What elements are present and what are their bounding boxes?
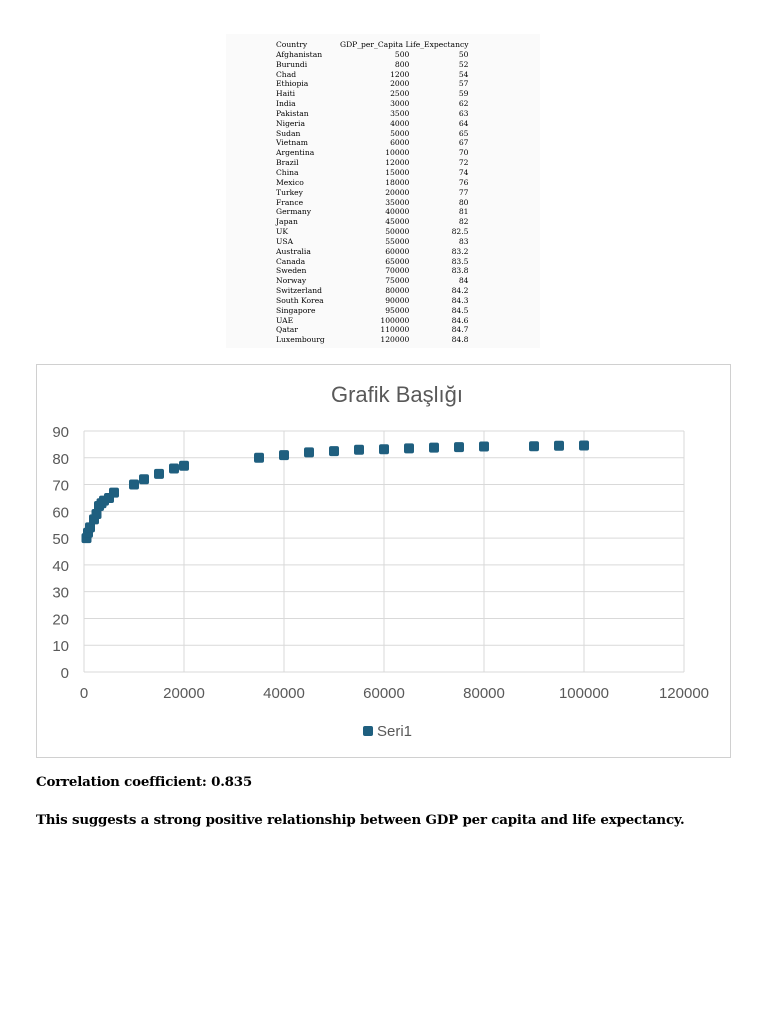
cell-life: 82	[458, 217, 469, 227]
y-tick-label: 0	[60, 665, 69, 682]
y-tick-label: 10	[52, 638, 69, 656]
cell-country: USA	[276, 236, 294, 246]
table-row	[276, 217, 469, 227]
gdp-life-table	[276, 40, 469, 345]
y-tick-label: 30	[52, 584, 69, 602]
table-row	[276, 316, 469, 326]
y-tick-label: 60	[52, 504, 69, 522]
table-row	[276, 50, 469, 60]
data-point	[479, 442, 489, 452]
x-tick-label: 80000	[463, 685, 505, 702]
header-life: Life_Expectancy	[405, 40, 469, 49]
cell-gdp: 3000	[390, 99, 410, 109]
data-point	[169, 463, 179, 473]
x-tick-label: 60000	[363, 685, 405, 702]
cell-gdp: 2000	[390, 79, 410, 89]
cell-country: Canada	[276, 256, 306, 266]
cell-life: 84.6	[451, 315, 469, 325]
cell-life: 84.5	[451, 305, 469, 315]
y-tick-label: 80	[52, 450, 69, 468]
cell-gdp: 65000	[385, 256, 410, 266]
table-row	[276, 296, 469, 306]
cell-country: Pakistan	[276, 108, 309, 118]
cell-life: 74	[458, 167, 469, 177]
cell-country: Japan	[276, 217, 298, 227]
cell-life: 83.8	[451, 266, 469, 276]
cell-life: 65	[458, 128, 469, 138]
cell-life: 50	[458, 49, 469, 59]
cell-gdp: 6000	[390, 138, 410, 148]
cell-life: 83	[458, 236, 469, 246]
cell-gdp: 10000	[385, 148, 410, 158]
cell-life: 76	[458, 177, 469, 187]
cell-country: Nigeria	[276, 118, 306, 128]
data-point	[139, 474, 149, 484]
cell-life: 63	[458, 108, 469, 118]
chart-area	[36, 364, 731, 758]
cell-life: 64	[458, 118, 469, 128]
table-row	[276, 325, 469, 335]
data-point	[329, 446, 339, 456]
chart-title: Grafik Başlığı	[330, 382, 464, 407]
table-row	[276, 158, 469, 168]
data-table-image	[226, 34, 540, 348]
cell-country: Sudan	[276, 128, 301, 138]
cell-country: South Korea	[276, 295, 324, 305]
cell-life: 77	[458, 187, 469, 197]
cell-country: Turkey	[276, 187, 303, 197]
y-axis-ticks	[52, 424, 69, 682]
cell-life: 62	[458, 99, 469, 109]
cell-country: UAE	[276, 315, 294, 325]
header-gdp-life	[340, 40, 469, 50]
cell-life: 84.7	[451, 325, 469, 335]
cell-gdp: 55000	[385, 236, 410, 246]
table-row	[276, 60, 469, 70]
cell-life: 59	[458, 89, 469, 99]
cell-life: 72	[458, 158, 469, 168]
cell-country: Afghanistan	[276, 49, 323, 59]
cell-country: Ethiopia	[276, 79, 309, 89]
cell-gdp: 110000	[380, 325, 410, 335]
cell-gdp: 500	[394, 49, 410, 59]
cell-country: China	[276, 167, 299, 177]
table-row	[276, 148, 469, 158]
cell-country: France	[276, 197, 304, 207]
cell-country: Norway	[276, 276, 307, 286]
x-tick-label: 40000	[263, 685, 305, 702]
cell-life: 83.2	[451, 246, 469, 256]
data-point	[109, 488, 119, 498]
legend	[363, 723, 412, 740]
table-body	[276, 50, 469, 345]
cell-life: 81	[458, 207, 469, 217]
cell-country: Qatar	[276, 325, 298, 335]
conclusion-text: This suggests a strong positive relationship between GDP per capita and life expectancy.	[36, 812, 685, 828]
cell-life: 84.2	[451, 286, 469, 296]
cell-gdp: 80000	[385, 286, 410, 296]
cell-country: Brazil	[276, 158, 299, 168]
cell-life: 57	[458, 79, 469, 89]
cell-country: Haiti	[276, 89, 296, 99]
y-tick-label: 20	[52, 611, 69, 629]
legend-marker	[363, 726, 373, 736]
table-row	[276, 257, 469, 267]
cell-gdp: 18000	[385, 177, 410, 187]
cell-country: Argentina	[276, 148, 315, 158]
data-point	[179, 461, 189, 471]
cell-gdp: 20000	[385, 187, 410, 197]
cell-country: Australia	[276, 246, 311, 256]
cell-country: Germany	[276, 207, 312, 217]
table-header-row	[276, 40, 469, 50]
header-country: Country	[276, 40, 308, 49]
table-row	[276, 276, 469, 286]
data-point	[529, 441, 539, 451]
table-row	[276, 119, 469, 129]
cell-life: 84.8	[451, 335, 469, 345]
cell-country: Switzerland	[276, 286, 323, 296]
data-point	[129, 480, 139, 490]
cell-country: Sweden	[276, 266, 307, 276]
table-row	[276, 306, 469, 316]
data-point	[154, 469, 164, 479]
cell-gdp: 90000	[385, 295, 410, 305]
data-point	[454, 442, 464, 452]
table-row	[276, 198, 469, 208]
data-point	[304, 447, 314, 457]
cell-gdp: 5000	[390, 128, 410, 138]
table-row	[276, 138, 469, 148]
table-row	[276, 237, 469, 247]
data-point	[254, 453, 264, 463]
cell-gdp: 70000	[385, 266, 410, 276]
cell-country: Chad	[276, 69, 297, 79]
cell-gdp: 2500	[390, 89, 410, 99]
table-row	[276, 188, 469, 198]
cell-country: Vietnam	[276, 138, 308, 148]
cell-life: 52	[458, 59, 469, 69]
data-point	[379, 444, 389, 454]
cell-gdp: 120000	[380, 335, 410, 345]
cell-gdp: 100000	[380, 315, 410, 325]
data-point	[579, 440, 589, 450]
data-point	[554, 441, 564, 451]
cell-gdp: 1200	[390, 69, 410, 79]
table-row	[276, 129, 469, 139]
x-tick-label: 100000	[558, 685, 610, 702]
cell-life: 70	[458, 148, 469, 158]
table-row	[276, 335, 469, 345]
cell-life: 84.3	[451, 295, 469, 305]
table-row	[276, 207, 469, 217]
cell-gdp: 4000	[390, 118, 410, 128]
table-row	[276, 178, 469, 188]
data-point	[279, 450, 289, 460]
cell-gdp: 75000	[385, 276, 410, 286]
cell-country: India	[276, 99, 296, 109]
cell-gdp: 60000	[385, 246, 410, 256]
cell-gdp: 40000	[385, 207, 410, 217]
x-tick-label: 120000	[658, 685, 710, 702]
table-row	[276, 79, 469, 89]
y-tick-label: 70	[52, 477, 69, 495]
y-tick-label: 50	[52, 531, 69, 549]
cell-life: 82.5	[451, 227, 469, 237]
cell-country: Burundi	[276, 59, 308, 69]
scatter-chart	[37, 365, 732, 759]
cell-gdp: 3500	[390, 108, 410, 118]
cell-life: 67	[458, 138, 469, 148]
table-row	[276, 70, 469, 80]
cell-country: UK	[276, 227, 289, 237]
cell-gdp: 35000	[385, 197, 410, 207]
table-row	[276, 109, 469, 119]
cell-gdp: 50000	[385, 227, 410, 237]
cell-life: 54	[458, 69, 469, 79]
x-axis-ticks	[80, 685, 709, 702]
cell-gdp: 800	[394, 59, 410, 69]
table-row	[276, 266, 469, 276]
data-point	[404, 443, 414, 453]
cell-gdp: 15000	[385, 167, 410, 177]
header-gdp: GDP_per_Capita	[340, 40, 404, 49]
correlation-text: Correlation coefficient: 0.835	[36, 774, 253, 790]
data-point	[354, 445, 364, 455]
table-row	[276, 247, 469, 257]
cell-life: 84	[458, 276, 469, 286]
cell-gdp: 45000	[385, 217, 410, 227]
table-row	[276, 99, 469, 109]
table-row	[276, 286, 469, 296]
legend-label: Seri1	[377, 723, 413, 740]
cell-life: 83.5	[451, 256, 469, 266]
y-tick-label: 90	[52, 424, 69, 441]
x-tick-label: 20000	[163, 685, 205, 702]
cell-country: Luxembourg	[276, 335, 325, 345]
cell-gdp: 95000	[385, 305, 410, 315]
x-tick-label: 0	[79, 685, 89, 702]
cell-country: Mexico	[276, 177, 304, 187]
data-points	[82, 440, 590, 543]
data-point	[429, 443, 439, 453]
table-row	[276, 89, 469, 99]
cell-gdp: 12000	[385, 158, 410, 168]
table-row	[276, 227, 469, 237]
y-tick-label: 40	[52, 557, 69, 575]
cell-country: Singapore	[276, 305, 316, 315]
table-row	[276, 168, 469, 178]
cell-life: 80	[458, 197, 469, 207]
